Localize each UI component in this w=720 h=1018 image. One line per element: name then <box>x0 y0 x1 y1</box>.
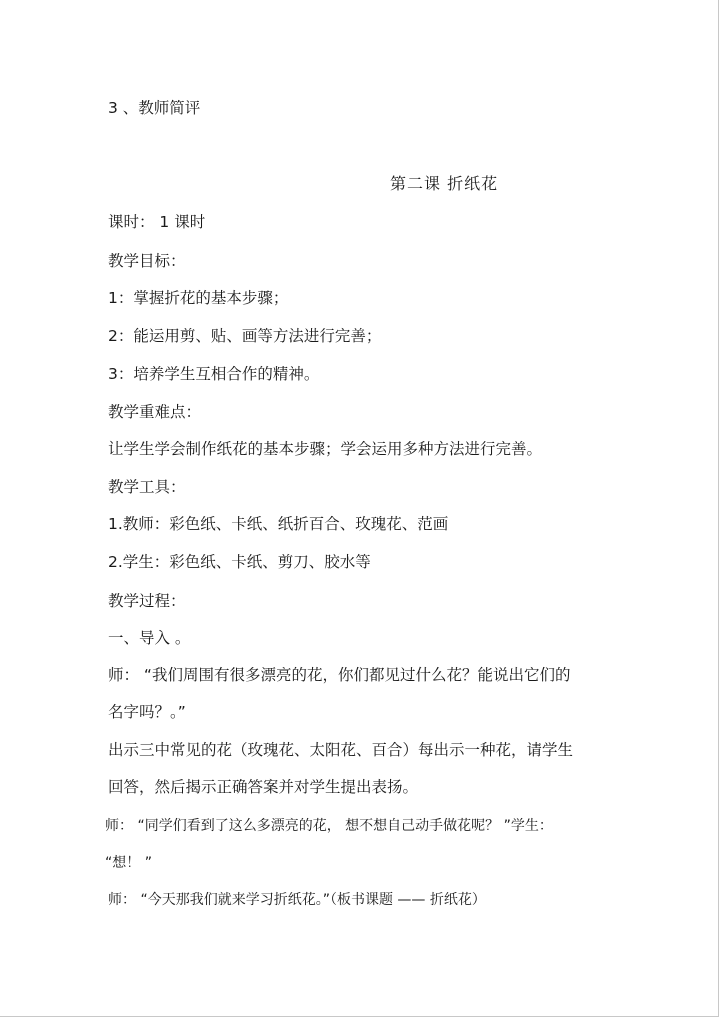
process-heading: 教学过程： <box>108 592 186 610</box>
dialogue-line: 师： “我们周围有很多漂亮的花，你们都见过什么花？能说出它们的 <box>108 666 571 684</box>
key-points-text: 让学生学会制作纸花的基本步骤；学会运用多种方法进行完善。 <box>108 440 543 458</box>
lesson-title: 第二课 折纸花 <box>390 174 499 193</box>
body-line: 出示三中常见的花（玫瑰花、太阳花、百合）每出示一种花，请学生 <box>108 741 574 759</box>
tools-student: 2.学生：彩色纸、卡纸、剪刀、胶水等 <box>108 553 371 571</box>
goal-item: 2：能运用剪、贴、画等方法进行完善； <box>108 327 382 345</box>
dialogue-line: 师： “今天那我们就来学习折纸花。”（板书课题 —— 折纸花） <box>108 892 486 908</box>
tools-heading: 教学工具： <box>108 478 186 496</box>
goal-item: 3：培养学生互相合作的精神。 <box>108 365 320 383</box>
body-line: 回答，然后揭示正确答案并对学生提出表扬。 <box>108 778 419 796</box>
goals-heading: 教学目标： <box>108 252 186 270</box>
class-hours: 课时： 1 课时 <box>108 213 206 231</box>
key-points-heading: 教学重难点： <box>108 403 202 421</box>
dialogue-line: 师： “同学们看到了这么多漂亮的花， 想不想自己动手做花呢？ ”学生： <box>105 818 553 834</box>
step-heading: 一、导入 。 <box>108 629 191 647</box>
student-answer: “想！ ” <box>105 855 152 871</box>
dialogue-line: 名字吗？。” <box>108 703 186 721</box>
section-heading: 3 、教师简评 <box>108 99 201 117</box>
tools-teacher: 1.教师：彩色纸、卡纸、纸折百合、玫瑰花、范画 <box>108 515 449 533</box>
goal-item: 1：掌握折花的基本步骤； <box>108 289 289 307</box>
